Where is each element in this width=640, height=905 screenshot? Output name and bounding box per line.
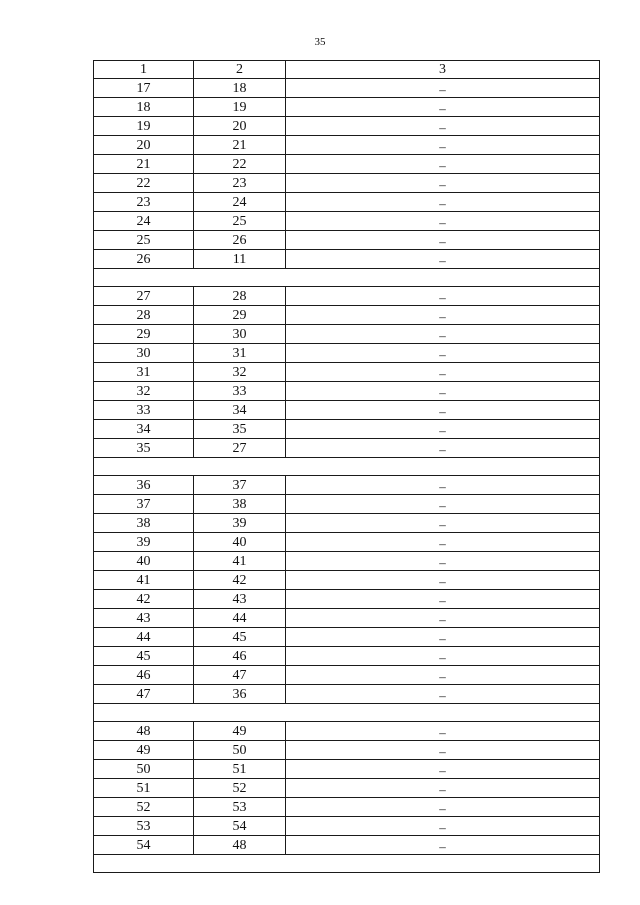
group-separator-row bbox=[94, 704, 600, 722]
column-header: 2 bbox=[194, 61, 286, 79]
table-cell: 37 bbox=[94, 495, 194, 514]
table-cell: 27 bbox=[194, 439, 286, 458]
table-cell: 26 bbox=[194, 231, 286, 250]
table-cell bbox=[286, 287, 600, 306]
data-table bbox=[93, 60, 600, 873]
table-cell: 44 bbox=[94, 628, 194, 647]
table-cell bbox=[286, 647, 600, 666]
table-cell bbox=[286, 420, 600, 439]
table-cell bbox=[286, 798, 600, 817]
table-row bbox=[94, 476, 600, 495]
dash-value: – bbox=[439, 215, 446, 230]
dash-value: – bbox=[439, 347, 446, 362]
table-cell: 44 bbox=[194, 609, 286, 628]
table-cell: 29 bbox=[94, 325, 194, 344]
separator-cell bbox=[94, 269, 600, 287]
table-cell bbox=[286, 212, 600, 231]
table-cell: 11 bbox=[194, 250, 286, 269]
table-cell: 46 bbox=[94, 666, 194, 685]
table-row bbox=[94, 306, 600, 325]
dash-value: – bbox=[439, 612, 446, 627]
table-cell bbox=[286, 193, 600, 212]
dash-value: – bbox=[439, 839, 446, 854]
table-cell bbox=[286, 79, 600, 98]
dash-value: – bbox=[439, 158, 446, 173]
table-cell: 25 bbox=[194, 212, 286, 231]
table-cell: 53 bbox=[94, 817, 194, 836]
dash-value: – bbox=[439, 820, 446, 835]
table-row bbox=[94, 741, 600, 760]
dash-value: – bbox=[439, 498, 446, 513]
table-cell: 40 bbox=[94, 552, 194, 571]
table-cell bbox=[286, 136, 600, 155]
table-cell: 33 bbox=[94, 401, 194, 420]
group-separator-row bbox=[94, 269, 600, 287]
table-cell: 29 bbox=[194, 306, 286, 325]
table-row bbox=[94, 722, 600, 741]
table-cell: 25 bbox=[94, 231, 194, 250]
table-cell: 31 bbox=[194, 344, 286, 363]
table-row bbox=[94, 798, 600, 817]
group-separator-row bbox=[94, 458, 600, 476]
dash-value: – bbox=[439, 479, 446, 494]
dash-value: – bbox=[439, 253, 446, 268]
dash-value: – bbox=[439, 763, 446, 778]
table-row bbox=[94, 439, 600, 458]
table-row bbox=[94, 533, 600, 552]
table-row bbox=[94, 212, 600, 231]
table-cell bbox=[286, 533, 600, 552]
table-row bbox=[94, 344, 600, 363]
table-cell: 49 bbox=[94, 741, 194, 760]
table-cell: 19 bbox=[194, 98, 286, 117]
table-cell: 33 bbox=[194, 382, 286, 401]
table-cell: 43 bbox=[94, 609, 194, 628]
table-cell: 50 bbox=[194, 741, 286, 760]
table-row bbox=[94, 420, 600, 439]
dash-value: – bbox=[439, 744, 446, 759]
table-cell: 49 bbox=[194, 722, 286, 741]
table-cell: 21 bbox=[94, 155, 194, 174]
table-row bbox=[94, 590, 600, 609]
table-cell bbox=[286, 344, 600, 363]
table-cell: 31 bbox=[94, 363, 194, 382]
table-cell: 39 bbox=[94, 533, 194, 552]
dash-value: – bbox=[439, 290, 446, 305]
table-cell: 18 bbox=[194, 79, 286, 98]
table-cell bbox=[286, 231, 600, 250]
table-cell: 39 bbox=[194, 514, 286, 533]
dash-value: – bbox=[439, 669, 446, 684]
table-cell: 51 bbox=[94, 779, 194, 798]
dash-value: – bbox=[439, 404, 446, 419]
table-cell: 20 bbox=[194, 117, 286, 136]
table-cell bbox=[286, 174, 600, 193]
table-row bbox=[94, 325, 600, 344]
table-cell: 19 bbox=[94, 117, 194, 136]
table-cell bbox=[286, 495, 600, 514]
dash-value: – bbox=[439, 234, 446, 249]
table-cell: 40 bbox=[194, 533, 286, 552]
dash-value: – bbox=[439, 725, 446, 740]
table-row bbox=[94, 609, 600, 628]
table-cell bbox=[286, 817, 600, 836]
table-cell bbox=[286, 382, 600, 401]
table-row bbox=[94, 552, 600, 571]
table-cell bbox=[286, 514, 600, 533]
table-cell bbox=[286, 325, 600, 344]
table-cell: 28 bbox=[194, 287, 286, 306]
table-cell: 54 bbox=[194, 817, 286, 836]
table-row bbox=[94, 817, 600, 836]
column-header: 1 bbox=[94, 61, 194, 79]
dash-value: – bbox=[439, 631, 446, 646]
table-cell: 24 bbox=[194, 193, 286, 212]
table-cell: 45 bbox=[94, 647, 194, 666]
table-cell bbox=[286, 590, 600, 609]
table-cell: 21 bbox=[194, 136, 286, 155]
table-cell: 54 bbox=[94, 836, 194, 855]
table-row bbox=[94, 231, 600, 250]
table-cell: 52 bbox=[94, 798, 194, 817]
dash-value: – bbox=[439, 309, 446, 324]
table-cell: 51 bbox=[194, 760, 286, 779]
separator-cell bbox=[94, 704, 600, 722]
table-cell bbox=[286, 363, 600, 382]
table-cell: 18 bbox=[94, 98, 194, 117]
table-cell bbox=[286, 552, 600, 571]
dash-value: – bbox=[439, 801, 446, 816]
dash-value: – bbox=[439, 650, 446, 665]
table-cell: 27 bbox=[94, 287, 194, 306]
table-row bbox=[94, 136, 600, 155]
table-cell bbox=[286, 666, 600, 685]
table-cell bbox=[286, 476, 600, 495]
table-cell bbox=[286, 306, 600, 325]
table-cell: 22 bbox=[94, 174, 194, 193]
table-cell: 47 bbox=[94, 685, 194, 704]
table-cell bbox=[286, 760, 600, 779]
table-cell: 41 bbox=[94, 571, 194, 590]
table-row bbox=[94, 666, 600, 685]
table-cell bbox=[286, 741, 600, 760]
table-cell bbox=[286, 439, 600, 458]
table-row bbox=[94, 79, 600, 98]
table-row bbox=[94, 174, 600, 193]
dash-value: – bbox=[439, 196, 446, 211]
table-cell: 26 bbox=[94, 250, 194, 269]
table-row bbox=[94, 647, 600, 666]
table-cell: 24 bbox=[94, 212, 194, 231]
table-cell: 34 bbox=[194, 401, 286, 420]
table-cell: 23 bbox=[194, 174, 286, 193]
dash-value: – bbox=[439, 177, 446, 192]
table-cell: 37 bbox=[194, 476, 286, 495]
table-row bbox=[94, 98, 600, 117]
table-cell: 35 bbox=[94, 439, 194, 458]
table-cell: 34 bbox=[94, 420, 194, 439]
table-row bbox=[94, 514, 600, 533]
table-row bbox=[94, 382, 600, 401]
dash-value: – bbox=[439, 782, 446, 797]
column-header: 3 bbox=[286, 61, 600, 79]
table-cell: 43 bbox=[194, 590, 286, 609]
table-cell: 52 bbox=[194, 779, 286, 798]
table-cell: 36 bbox=[194, 685, 286, 704]
group-separator-row bbox=[94, 855, 600, 873]
table-row bbox=[94, 760, 600, 779]
table-cell: 48 bbox=[194, 836, 286, 855]
table-cell bbox=[286, 250, 600, 269]
table-cell bbox=[286, 628, 600, 647]
table-cell bbox=[286, 609, 600, 628]
dash-value: – bbox=[439, 574, 446, 589]
table-cell bbox=[286, 685, 600, 704]
table-cell bbox=[286, 98, 600, 117]
dash-value: – bbox=[439, 423, 446, 438]
table-cell: 45 bbox=[194, 628, 286, 647]
table-row bbox=[94, 779, 600, 798]
table-row bbox=[94, 495, 600, 514]
dash-value: – bbox=[439, 366, 446, 381]
table-cell: 23 bbox=[94, 193, 194, 212]
table-cell: 48 bbox=[94, 722, 194, 741]
table-cell bbox=[286, 117, 600, 136]
table-row bbox=[94, 401, 600, 420]
table-cell: 36 bbox=[94, 476, 194, 495]
dash-value: – bbox=[439, 593, 446, 608]
table-cell: 53 bbox=[194, 798, 286, 817]
table-row bbox=[94, 155, 600, 174]
table-cell: 30 bbox=[194, 325, 286, 344]
dash-value: – bbox=[439, 688, 446, 703]
table-row bbox=[94, 571, 600, 590]
dash-value: – bbox=[439, 385, 446, 400]
table-row bbox=[94, 363, 600, 382]
table-cell bbox=[286, 779, 600, 798]
table-cell: 28 bbox=[94, 306, 194, 325]
table-cell: 50 bbox=[94, 760, 194, 779]
table-cell: 38 bbox=[94, 514, 194, 533]
dash-value: – bbox=[439, 442, 446, 457]
table-cell: 32 bbox=[194, 363, 286, 382]
table-cell bbox=[286, 571, 600, 590]
table-cell: 42 bbox=[194, 571, 286, 590]
dash-value: – bbox=[439, 120, 446, 135]
table-cell: 30 bbox=[94, 344, 194, 363]
table-cell bbox=[286, 836, 600, 855]
dash-value: – bbox=[439, 82, 446, 97]
table-header-row bbox=[94, 61, 600, 79]
table-cell: 41 bbox=[194, 552, 286, 571]
table-cell: 22 bbox=[194, 155, 286, 174]
table-cell: 47 bbox=[194, 666, 286, 685]
table-cell: 46 bbox=[194, 647, 286, 666]
table-cell bbox=[286, 401, 600, 420]
table-body bbox=[94, 61, 600, 873]
table-row bbox=[94, 685, 600, 704]
dash-value: – bbox=[439, 517, 446, 532]
table-cell: 35 bbox=[194, 420, 286, 439]
separator-cell bbox=[94, 855, 600, 873]
dash-value: – bbox=[439, 555, 446, 570]
table-cell: 38 bbox=[194, 495, 286, 514]
table-row bbox=[94, 117, 600, 136]
dash-value: – bbox=[439, 536, 446, 551]
dash-value: – bbox=[439, 328, 446, 343]
separator-cell bbox=[94, 458, 600, 476]
table-cell: 32 bbox=[94, 382, 194, 401]
table-row bbox=[94, 628, 600, 647]
table-cell: 20 bbox=[94, 136, 194, 155]
dash-value: – bbox=[439, 101, 446, 116]
table-row bbox=[94, 193, 600, 212]
dash-value: – bbox=[439, 139, 446, 154]
page-number: 35 bbox=[314, 36, 326, 48]
table-cell: 17 bbox=[94, 79, 194, 98]
table-row bbox=[94, 250, 600, 269]
table-row bbox=[94, 836, 600, 855]
table-cell bbox=[286, 155, 600, 174]
table-cell: 42 bbox=[94, 590, 194, 609]
table-row bbox=[94, 287, 600, 306]
table-cell bbox=[286, 722, 600, 741]
